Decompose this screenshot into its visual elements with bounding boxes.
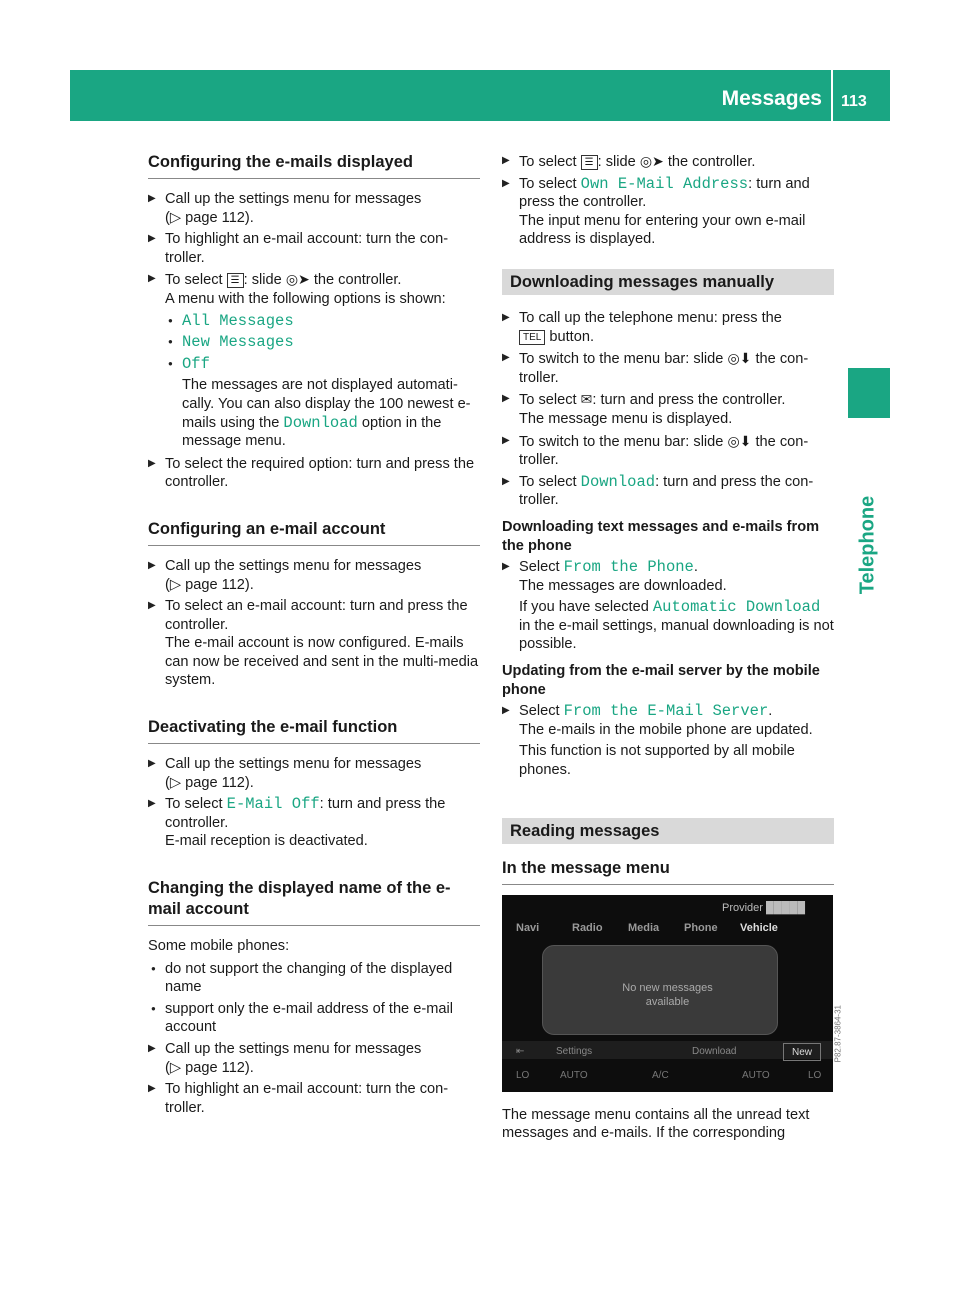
page-section-title: Messages — [721, 87, 822, 110]
subheading: Downloading text messages and e-mails from the phone — [502, 518, 820, 554]
instruction-step: ▶ Call up the settings menu for messages (▷ page 112). — [148, 557, 480, 594]
section-heading: Configuring an e-mail account — [148, 519, 480, 546]
controller-slide-right-icon: ◎➤ — [285, 271, 310, 288]
left-column — [148, 152, 480, 1120]
header-divider — [831, 70, 833, 121]
screen-menu-item: Phone — [684, 921, 718, 934]
screen-status-bar: Provider █████ — [722, 901, 805, 914]
instruction-step: ▶ To select an e-mail account: turn and press the controller. The e-mail account is now configured. E-mails can now be received and sent in the multi-media system. — [148, 597, 480, 690]
envelope-icon: ✉ — [580, 391, 593, 408]
instruction-step: ▶ Call up the settings menu for messages (▷ page 112). — [148, 755, 480, 792]
note-paragraph: This function is not supported by all mobile phones. — [519, 743, 795, 779]
chapter-tab-label: Telephone — [856, 495, 879, 595]
settings-icon: ☰ — [227, 273, 244, 288]
list-item: ● support only the e-mail address of the e-mail account — [148, 1000, 480, 1037]
right-column — [502, 152, 842, 1147]
instruction-step: ▶ To highlight an e-mail account: turn the con-troller. — [148, 1080, 480, 1117]
instruction-step: ▶ Select From the E-Mail Server. The e-mails in the mobile phone are updated. — [502, 702, 834, 739]
instruction-step: ▶ To highlight an e-mail account: turn the con-troller. — [148, 230, 480, 267]
screen-function-bar: ⇤ Settings Download New — [502, 1041, 833, 1059]
section-heading: Reading messages — [502, 818, 834, 844]
section-heading: Changing the displayed name of the e-mail account — [148, 878, 480, 926]
list-item: ● Off — [165, 355, 480, 374]
instruction-step: ▶ Select From the Phone. The messages are downloaded. — [502, 558, 834, 595]
list-item: ● All Messages — [165, 312, 480, 331]
controller-slide-down-icon: ◎⬇ — [727, 350, 752, 367]
screen-climate-bar: LO AUTO A/C AUTO LO — [516, 1069, 822, 1081]
instruction-step: ▶ To switch to the menu bar: slide ◎⬇ the con-troller. — [502, 432, 834, 470]
section-heading: Configuring the e-mails displayed — [148, 152, 480, 179]
note-paragraph: If you have selected Automatic Download in the e-mail settings, manual downloading is not possible. — [519, 598, 834, 653]
settings-icon: ☰ — [581, 155, 598, 170]
controller-slide-down-icon: ◎⬇ — [727, 432, 752, 449]
instruction-step: ▶ To select ☰ : slide ◎➤ the controller. — [502, 152, 834, 172]
instruction-step: ▶ To select Own E-Mail Address: turn and press the controller. The input menu for entering your own e-mail address is displayed. — [502, 175, 834, 249]
back-icon: ⇤ — [516, 1045, 525, 1057]
instruction-step: ▶ To call up the telephone menu: press the TEL button. — [502, 309, 834, 346]
instruction-step: ▶ To select ☰ : slide ◎➤ the controller. A menu with the following options is shown: — [148, 270, 480, 308]
instruction-step: ▶ Call up the settings menu for messages (▷ page 112). — [148, 1040, 480, 1077]
section-heading: Deactivating the e-mail function — [148, 717, 480, 744]
instruction-step: ▶ To select Download: turn and press the con-troller. — [502, 473, 834, 510]
section-heading: Downloading messages manually — [502, 269, 834, 295]
screen-menu-item: Vehicle — [740, 921, 778, 934]
tel-button-icon: TEL — [519, 330, 545, 345]
instruction-step: ▶ To select ✉: turn and press the controller. The message menu is displayed. — [502, 390, 834, 428]
controller-slide-right-icon: ◎➤ — [639, 153, 664, 169]
screen-message-text: No new messages available — [622, 981, 713, 1008]
instruction-step: ▶ Call up the settings menu for messages (▷ page 112). — [148, 190, 480, 227]
instruction-step: ▶ To select E-Mail Off: turn and press the controller. E-mail reception is deactivated. — [148, 795, 480, 851]
image-code: P82.87-3864-31 — [833, 1004, 842, 1063]
option-note: The messages are not displayed automati-cally. You can also display the 100 newest e-mails using the Download option in the message menu. — [182, 377, 471, 450]
message-menu-screenshot — [502, 895, 842, 1092]
screen-menu-item: Radio — [572, 921, 603, 934]
screen-menu-bar — [502, 919, 833, 937]
subheading: Updating from the e-mail server by the mobile phone — [502, 663, 820, 698]
page-number: 113 — [841, 93, 867, 110]
list-item: ● New Messages — [165, 333, 480, 352]
list-item: ● do not support the changing of the displayed name — [148, 960, 480, 997]
paragraph: Some mobile phones: — [148, 938, 290, 955]
chapter-tab-marker — [848, 368, 890, 418]
screen-menu-item: Navi — [516, 921, 540, 934]
instruction-step: ▶ To switch to the menu bar: slide ◎⬇ the con-troller. — [502, 349, 834, 387]
screen-menu-item: Media — [628, 921, 660, 934]
section-subheading: In the message menu — [502, 858, 834, 885]
instruction-step: ▶ To select the required option: turn and press the controller. — [148, 455, 480, 492]
paragraph: The message menu contains all the unread text messages and e-mails. If the corresponding — [502, 1106, 810, 1142]
